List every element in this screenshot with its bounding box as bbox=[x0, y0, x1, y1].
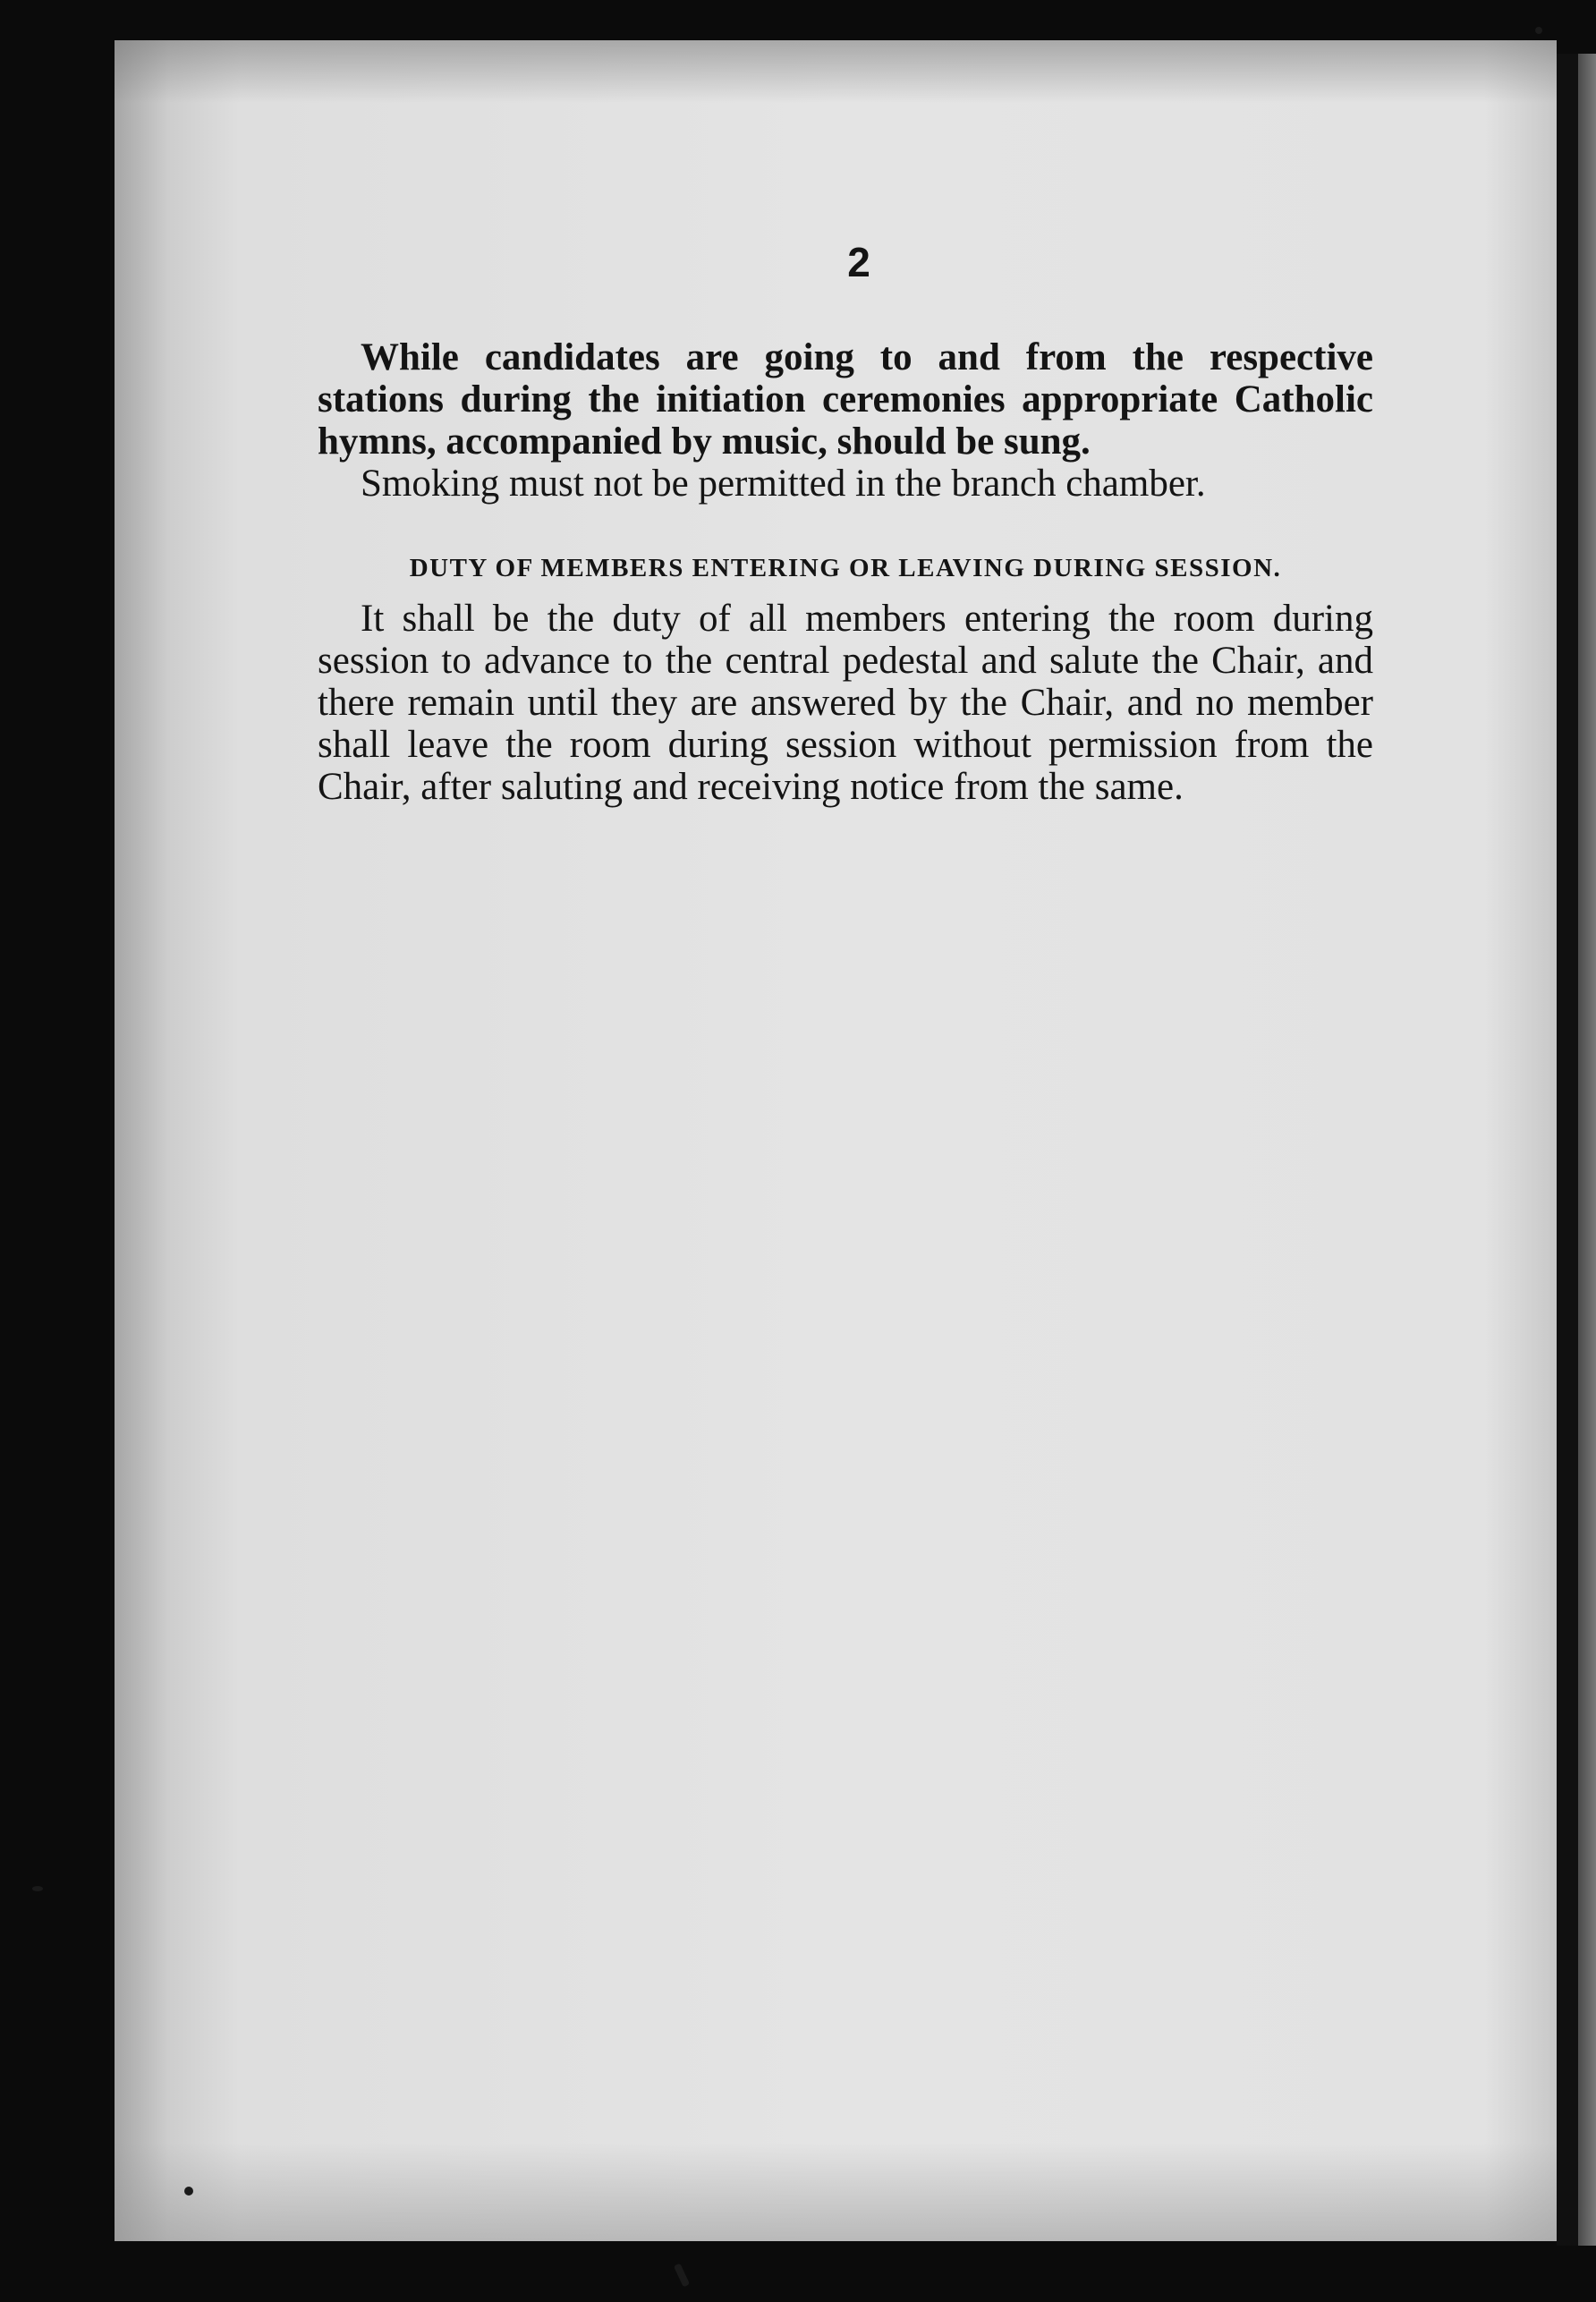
next-page-edge bbox=[1578, 54, 1596, 2246]
section-heading: DUTY OF MEMBERS ENTERING OR LEAVING DURING SESSION. bbox=[409, 554, 1282, 582]
scan-speck bbox=[32, 1886, 43, 1891]
scan-speck bbox=[1535, 27, 1542, 34]
paragraph-hymns: While candidates are going to and from the respective stations during the initiation ceremonies appropriate Catholic hymns, accompanied by music, should be sung. bbox=[318, 336, 1373, 463]
paragraph-duty: It shall be the duty of all members entering the room during session to advance to the central pedestal and salute the Chair, and there remain until they are answered by the Chair, and no member shall leave the room during session without permission from the Chair, after saluting and receiving notice from the same. bbox=[318, 598, 1373, 808]
scan-speck bbox=[674, 2264, 690, 2288]
scan-speck bbox=[184, 2187, 193, 2196]
binding-gap bbox=[1557, 54, 1578, 2246]
page-content bbox=[318, 239, 1373, 808]
page-number: 2 bbox=[847, 239, 870, 285]
paragraph-smoking: Smoking must not be permitted in the branch chamber. bbox=[361, 463, 1206, 505]
